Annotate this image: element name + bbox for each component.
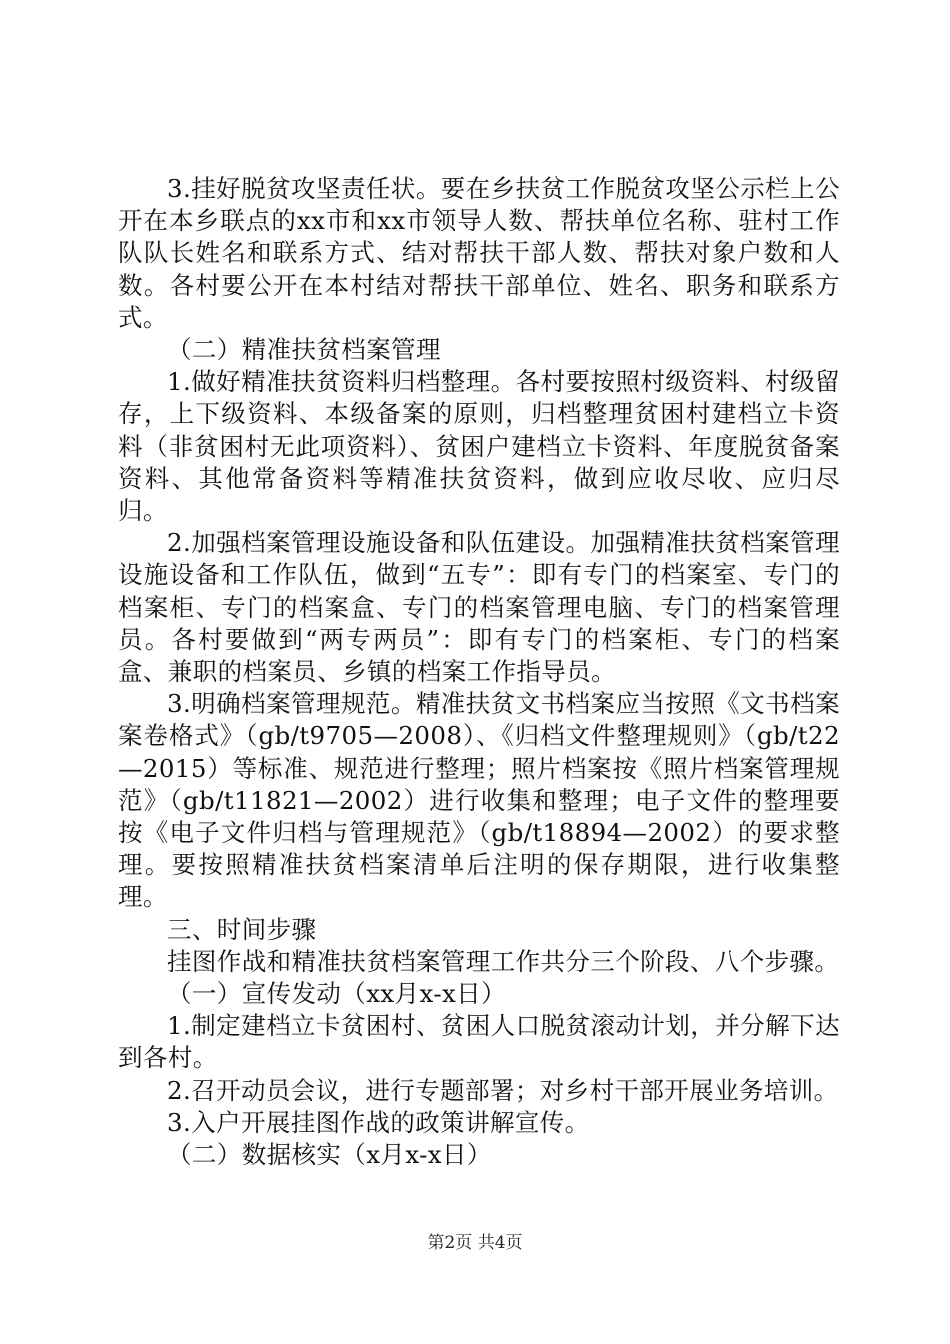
section-heading-data-verification: （二）数据核实（x月x-x日） (167, 1140, 492, 1170)
paragraph-stages-overview: 挂图作战和精准扶贫档案管理工作共分三个阶段、八个步骤。 (167, 946, 840, 976)
section-heading-time-steps: 三、时间步骤 (167, 914, 317, 944)
paragraph-archive-standards: 3.明确档案管理规范。精准扶贫文书档案应当按照《文书档案案卷格式》（gb/t9705—2008）、《归档文件整理规则》（gb/t22—2015）等标准、规范进行整理；照片档案按《照片档案管理规范》（gb/t11821—2002）进行收集和整理；电子文件的整理要按《电子文件归档与管理规范》（gb/t18894—2002）的要求整理。要按照精准扶贫档案清单后注明的保存期限，进行收集整理。 (118, 689, 840, 912)
paragraph-plan-distribution: 1.制定建档立卡贫困村、贫困人口脱贫滚动计划，并分解下达到各村。 (118, 1011, 840, 1073)
section-heading-publicity: （一）宣传发动（xx月x-x日） (167, 979, 507, 1009)
paragraph-archive-facilities: 2.加强档案管理设施设备和队伍建设。加强精准扶贫档案管理设施设备和工作队伍，做到“五专”：即有专门的档案室、专门的档案柜、专门的档案盒、专门的档案管理电脑、专门的档案管理员。各村要做到“两专两员”：即有专门的档案柜、专门的档案盒、兼职的档案员、乡镇的档案工作指导员。 (118, 528, 840, 687)
document-body (118, 173, 840, 1171)
paragraph-responsibility-statement: 3.挂好脱贫攻坚责任状。要在乡扶贫工作脱贫攻坚公示栏上公开在本乡联点的xx市和xx市领导人数、帮扶单位名称、驻村工作队队长姓名和联系方式、结对帮扶干部人数、帮扶对象户数和人数。各村要公开在本村结对帮扶干部单位、姓名、职务和联系方式。 (118, 174, 840, 332)
paragraph-household-publicity: 3.入户开展挂图作战的政策讲解宣传。 (167, 1107, 590, 1137)
paragraph-mobilization-meeting: 2.召开动员会议，进行专题部署；对乡村干部开展业务培训。 (167, 1075, 839, 1105)
page-number-footer: 第2页 共4页 (427, 1233, 523, 1253)
paragraph-archive-filing: 1.做好精准扶贫资料归档整理。各村要按照村级资料、村级留存，上下级资料、本级备案的原则，归档整理贫困村建档立卡资料（非贫困村无此项资料）、贫困户建档立卡资料、年度脱贫备案资料、其他常备资料等精准扶贫资料，做到应收尽收、应归尽归。 (118, 367, 840, 526)
section-heading-archive-management: （二）精准扶贫档案管理 (167, 335, 441, 365)
